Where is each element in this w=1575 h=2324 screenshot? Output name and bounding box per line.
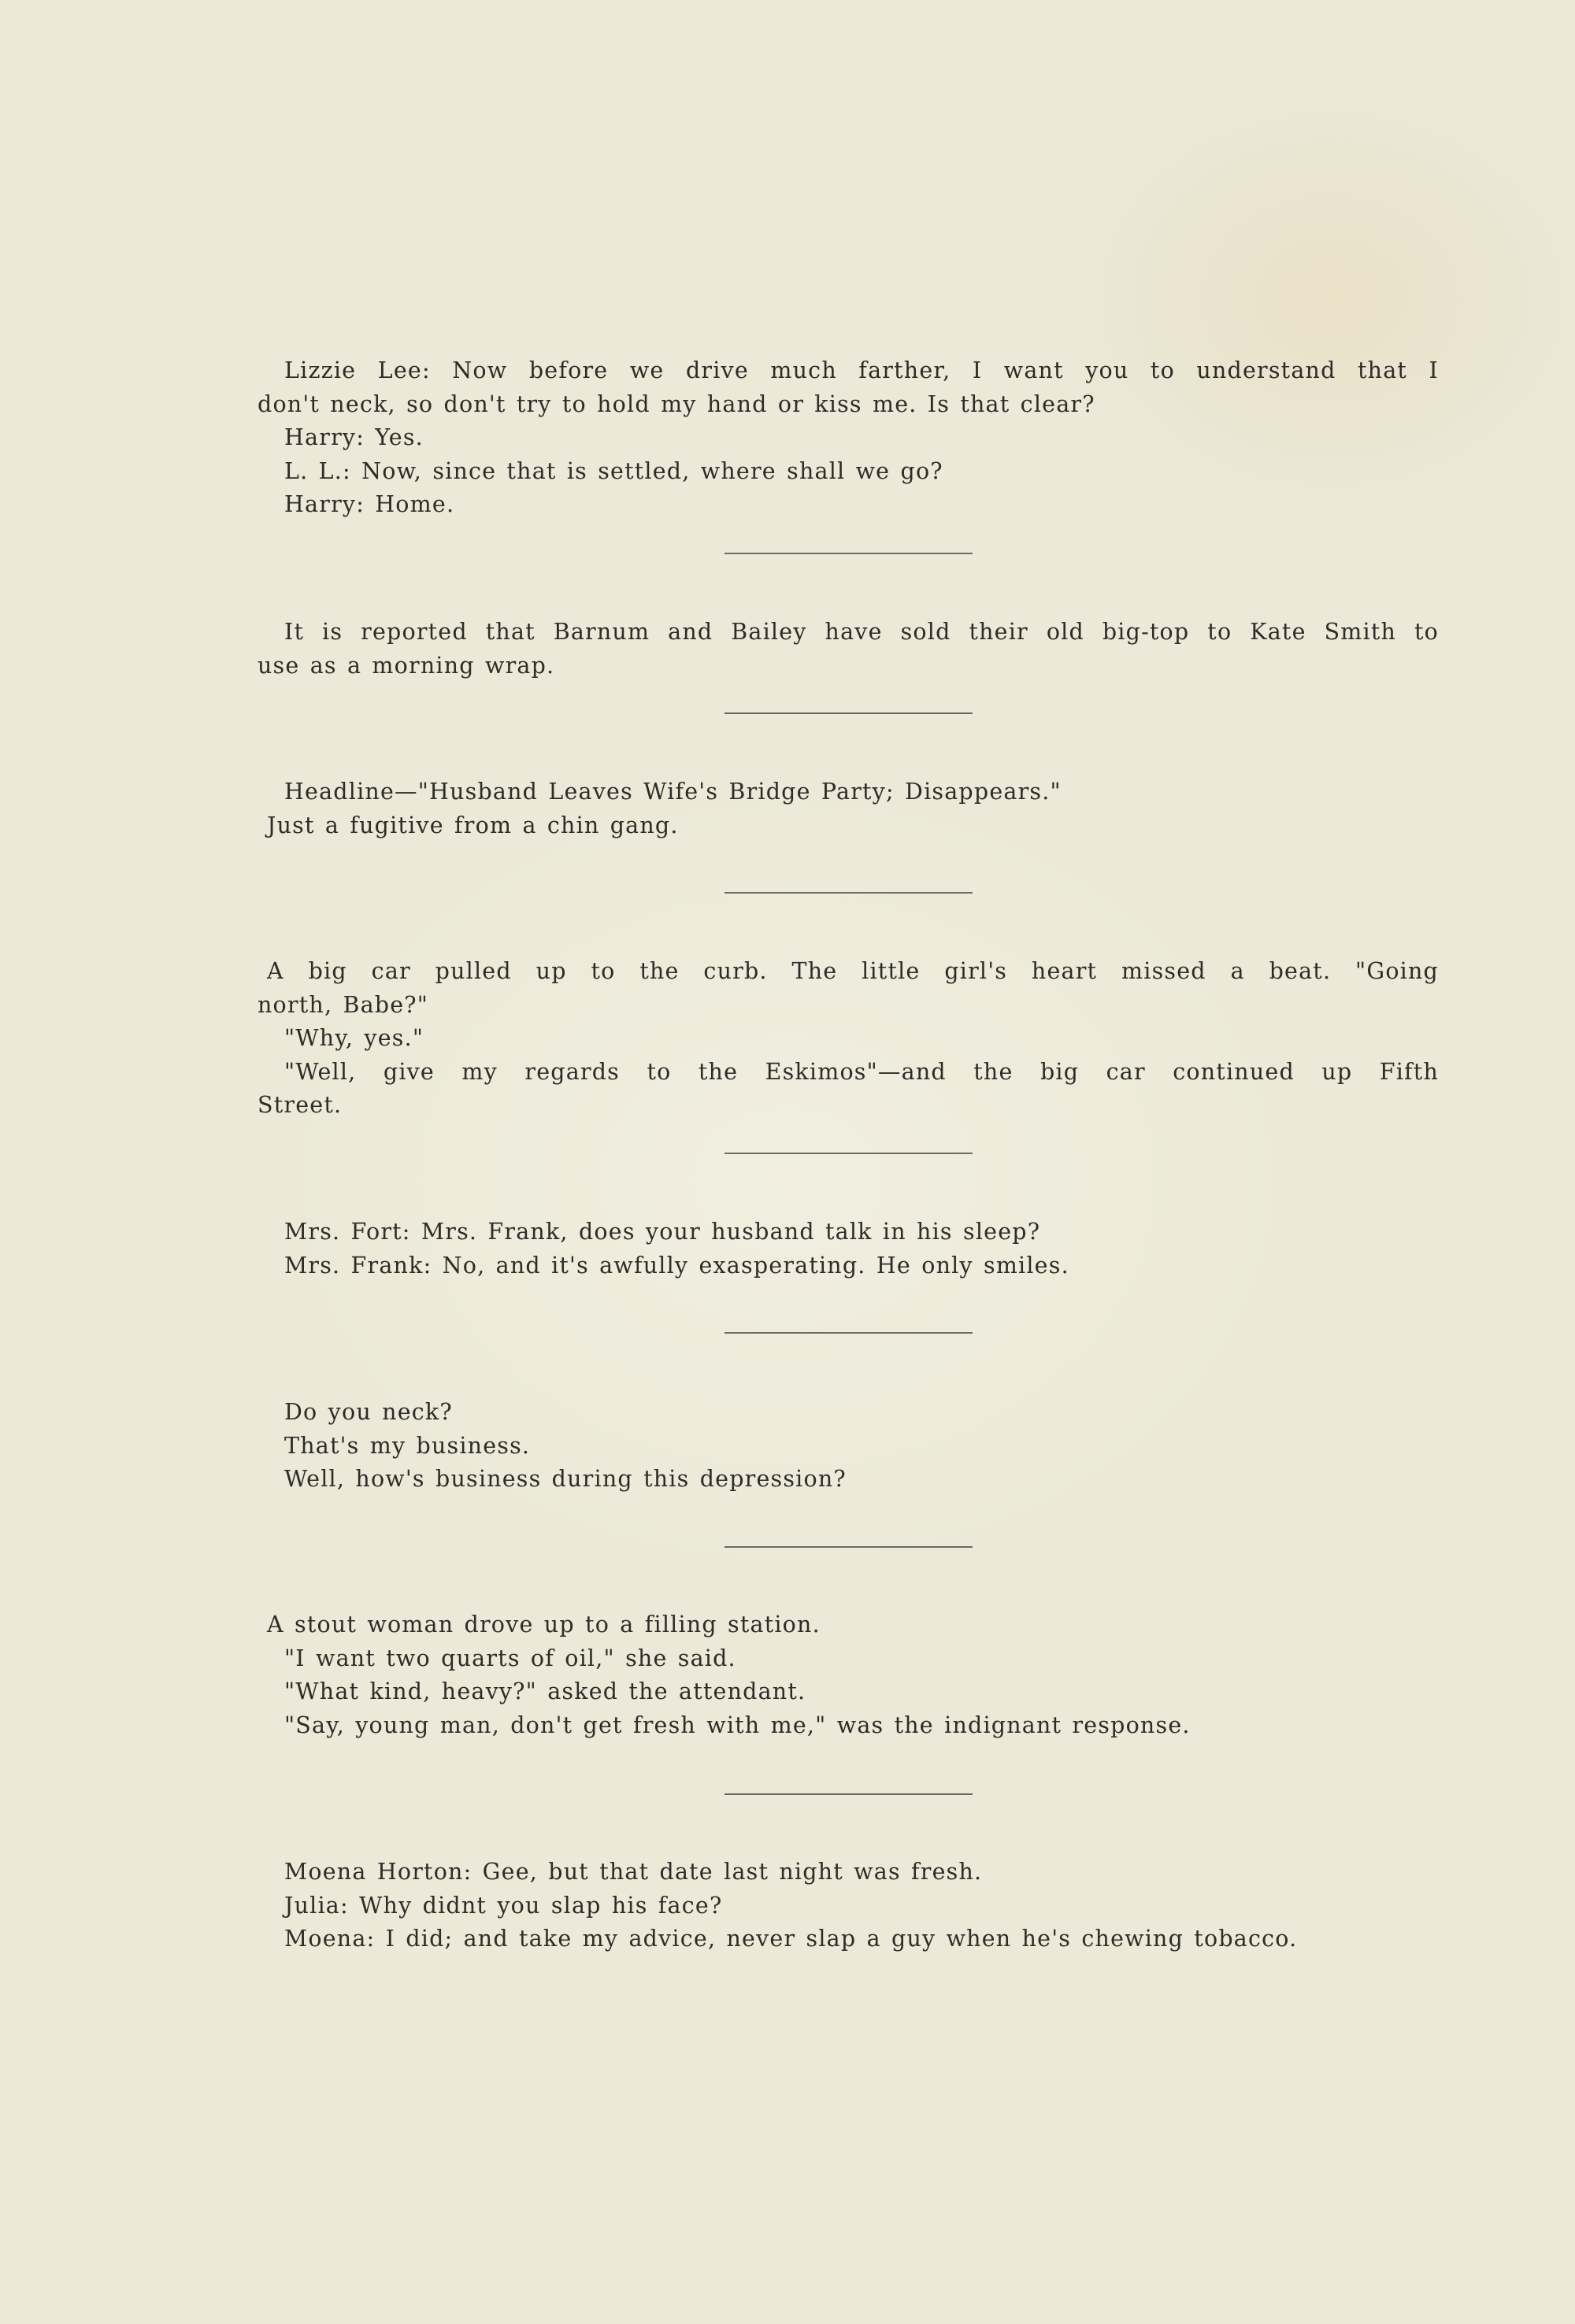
text-line: Julia: Why didnt you slap his face?	[284, 1892, 723, 1919]
text-line: "Say, young man, don't get fresh with me," was the indignant response.	[284, 1712, 1191, 1738]
section-divider	[724, 1153, 973, 1154]
text-line: Harry: Home.	[284, 491, 455, 517]
text-line: Moena: I did; and take my advice, never slap a guy when he's chewing tobacco.	[284, 1926, 1298, 1952]
text-line: That's my business.	[284, 1432, 531, 1459]
text-line: Headline—"Husband Leaves Wife's Bridge Party; Disappears."	[284, 779, 1062, 805]
joke-headline	[258, 775, 1439, 842]
section-divider	[724, 1793, 973, 1795]
text-line: "Well, give my regards to the Eskimos"—and the big car continued up Fifth	[284, 1058, 1439, 1085]
text-line: "Why, yes."	[284, 1025, 424, 1051]
section-divider	[724, 712, 973, 714]
text-line: Mrs. Frank: No, and it's awfully exasperating. He only smiles.	[284, 1252, 1069, 1279]
dialogue-moena-horton	[258, 1856, 1439, 1956]
section-divider	[724, 553, 973, 554]
joke-filling-station	[258, 1608, 1439, 1742]
dialogue-lizzie-lee	[258, 354, 1439, 522]
text-line: Do you neck?	[284, 1399, 453, 1425]
text-line: A stout woman drove up to a filling station.	[267, 1612, 821, 1638]
section-divider	[724, 1332, 973, 1334]
text-line: It is reported that Barnum and Bailey have sold their old big-top to Kate Smith to	[284, 619, 1439, 645]
text-line: A big car pulled up to the curb. The little girl's heart missed a beat. "Going	[267, 958, 1439, 984]
text-line: Harry: Yes.	[284, 424, 424, 450]
text-line: Just a fugitive from a chin gang.	[267, 812, 679, 838]
text-line: north, Babe?"	[258, 991, 429, 1018]
text-line: don't neck, so don't try to hold my hand or kiss me. Is that clear?	[258, 390, 1095, 417]
joke-do-you-neck	[258, 1396, 1439, 1497]
text-line: Moena Horton: Gee, but that date last night was fresh.	[284, 1859, 983, 1885]
text-line: Mrs. Fort: Mrs. Frank, does your husband talk in his sleep?	[284, 1219, 1041, 1245]
text-line: use as a morning wrap.	[258, 652, 555, 679]
joke-barnum-bailey	[258, 616, 1439, 683]
joke-big-car	[258, 955, 1439, 1123]
text-line: Well, how's business during this depression?	[284, 1466, 847, 1492]
section-divider	[724, 892, 973, 894]
dialogue-mrs-fort	[258, 1216, 1439, 1282]
text-line: Street.	[258, 1092, 343, 1118]
section-divider	[724, 1546, 973, 1548]
text-line: "What kind, heavy?" asked the attendant.	[284, 1678, 806, 1704]
text-line: L. L.: Now, since that is settled, where shall we go?	[284, 457, 943, 484]
text-line: "I want two quarts of oil," she said.	[284, 1645, 736, 1671]
text-line: Lizzie Lee: Now before we drive much farther, I want you to understand that I	[284, 357, 1439, 383]
